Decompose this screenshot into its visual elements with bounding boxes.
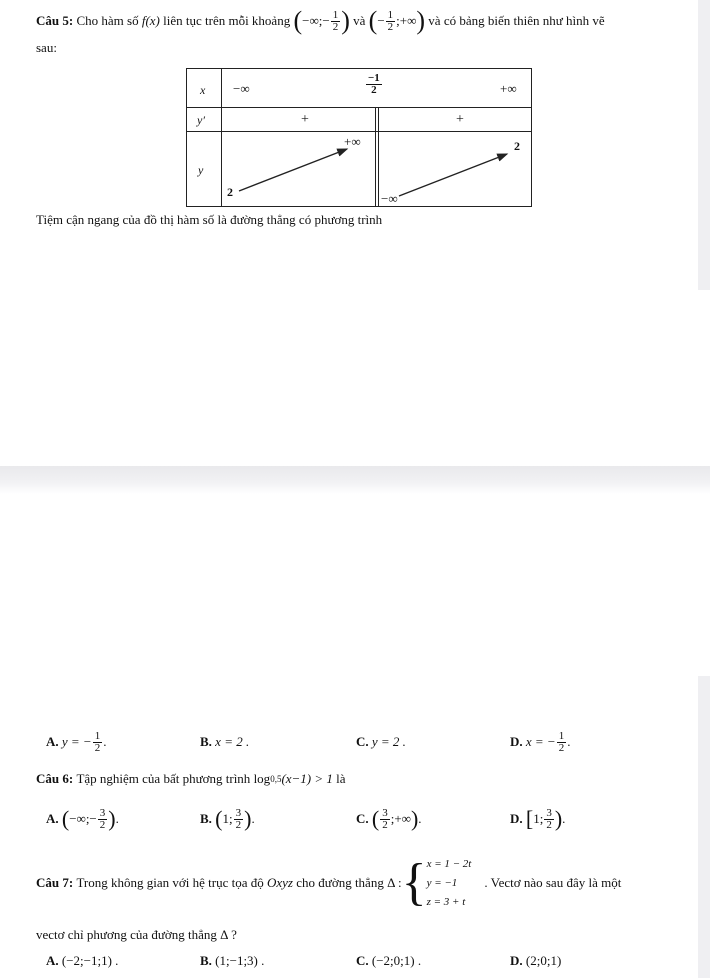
table-y-label: y: [198, 163, 204, 177]
option-post: .: [567, 734, 571, 749]
q6-log: log: [253, 771, 271, 786]
frac-num: 3: [235, 806, 242, 819]
page-break: [0, 466, 710, 494]
option-letter: A.: [46, 734, 59, 749]
q7-brace: {: [401, 854, 427, 911]
paren-close: ): [554, 806, 563, 831]
frac-num: 3: [382, 806, 388, 819]
paren-close: ): [341, 6, 350, 35]
page-scroll-strip-bottom: [698, 676, 710, 978]
option-letter: B.: [200, 811, 212, 826]
option-frac: [234, 808, 244, 831]
q7-text2: cho đường thẳng: [296, 875, 384, 890]
option-letter: B.: [200, 734, 212, 749]
option-letter: D.: [510, 811, 523, 826]
option-letter: B.: [200, 953, 212, 968]
option-text: (2;0;1): [525, 953, 562, 968]
paren-close: ): [416, 6, 426, 35]
table-arrows: [187, 69, 531, 206]
table-yp-left-sign: +: [301, 112, 309, 127]
frac-den: 2: [387, 20, 394, 33]
paren-close: ): [244, 806, 252, 831]
table-yp-right-sign: +: [456, 112, 464, 127]
option-frac: [93, 731, 103, 754]
q5-option-a[interactable]: [46, 728, 106, 756]
paren-open: (: [215, 806, 223, 831]
frac-num: 1: [94, 729, 101, 742]
q6-line: [36, 767, 346, 791]
q7-option-b[interactable]: [200, 950, 264, 972]
frac-num: 3: [99, 806, 106, 819]
paren-open: (: [371, 806, 380, 831]
table-y-left-start: 2: [227, 185, 233, 199]
table-x-label: x: [200, 83, 206, 97]
paren-open: (: [293, 6, 303, 35]
q5-question: Tiệm cận ngang của đồ thị hàm số là đường thẳng có phương trình: [36, 212, 383, 227]
q5-line1: [36, 2, 605, 40]
q5-option-d[interactable]: [510, 728, 570, 756]
frac-den: 2: [546, 818, 552, 831]
q7-oxyz: Oxyz: [267, 875, 293, 890]
paren-open: (: [61, 806, 70, 831]
table-y-right-start: −∞: [381, 191, 398, 206]
option-frac: [557, 731, 567, 754]
option-inner: 1;: [533, 811, 544, 826]
option-pre: x = −: [525, 734, 556, 749]
option-letter: D.: [510, 734, 523, 749]
frac-den: 2: [235, 818, 242, 831]
option-post: .: [418, 811, 422, 826]
option-text: x = 2 .: [215, 734, 250, 749]
frac-num: 3: [546, 806, 552, 819]
q7-option-c[interactable]: [356, 950, 421, 972]
frac-num: −1: [368, 72, 380, 84]
q7-eq-y: y = −1: [426, 876, 458, 889]
q5-int1: −∞;−: [302, 13, 330, 28]
q7-text1: Trong không gian với hệ trục tọa độ: [76, 875, 264, 890]
option-post: .: [562, 811, 566, 826]
paren-open: [: [525, 806, 534, 831]
q7-option-a[interactable]: [46, 950, 118, 972]
frac-den: 2: [558, 741, 565, 754]
q7-option-d[interactable]: [510, 950, 561, 972]
frac-den: 2: [371, 84, 377, 96]
option-pre: y = −: [61, 734, 92, 749]
q7-eq-z: z = 3 + t: [426, 895, 466, 908]
option-letter: D.: [510, 953, 523, 968]
table-x-pos-inf: +∞: [500, 81, 517, 96]
frac-num: 1: [387, 8, 394, 21]
variation-table: [186, 68, 532, 207]
q5-label: Câu 5:: [36, 13, 74, 28]
q7-text3: . Vectơ nào sau đây là một: [484, 875, 622, 890]
q5-text1: Cho hàm số: [76, 13, 139, 28]
option-post: .: [103, 734, 107, 749]
q6-label: Câu 6:: [36, 771, 74, 786]
page-scroll-strip-top: [698, 0, 710, 290]
q7-text4: vectơ chỉ phương của đường thẳng Δ ?: [36, 927, 237, 942]
q5-int2-right: ;+∞: [396, 13, 417, 28]
q6-option-a[interactable]: [46, 804, 119, 834]
option-inner: 1;: [222, 811, 233, 826]
option-inner: ;+∞: [390, 811, 411, 826]
q5-int2-frac: [386, 10, 396, 33]
option-post: .: [115, 811, 119, 826]
option-letter: C.: [356, 953, 369, 968]
arrow-increase-left: [239, 149, 347, 191]
frac-den: 2: [332, 20, 339, 33]
q5-int1-frac: [331, 10, 341, 33]
q5-func: f(x): [141, 13, 160, 28]
paren-close: ): [410, 806, 419, 831]
q5-option-b[interactable]: [200, 728, 249, 756]
option-letter: A.: [46, 953, 59, 968]
frac-den: 2: [382, 818, 388, 831]
paren-open: (: [368, 6, 378, 35]
option-letter: A.: [46, 811, 59, 826]
option-frac: [98, 808, 108, 831]
option-letter: C.: [356, 734, 369, 749]
q6-option-b[interactable]: [200, 804, 255, 834]
option-post: .: [251, 811, 255, 826]
table-y-left-end: +∞: [344, 134, 361, 149]
frac-den: 2: [94, 741, 101, 754]
table-x-neg-inf: −∞: [233, 81, 250, 96]
table-y-right-end: 2: [514, 139, 520, 153]
q7-line1: [36, 852, 621, 914]
q5-text2: liên tục trên mỗi khoảng: [163, 13, 291, 28]
paren-close: ): [108, 806, 116, 831]
q6-text1: Tập nghiệm của bất phương trình: [76, 771, 251, 786]
option-letter: C.: [356, 811, 369, 826]
q5-text4: sau:: [36, 40, 57, 55]
option-inner: −∞;−: [69, 811, 97, 826]
q6-option-c[interactable]: [356, 804, 422, 834]
q6-option-d[interactable]: [510, 804, 565, 834]
q5-va: và: [353, 13, 366, 28]
q7-system: [427, 855, 472, 912]
option-frac: [380, 808, 390, 831]
q6-arg: (x−1) > 1: [281, 771, 333, 786]
q5-text3: và có bảng biến thiên như hình vẽ: [428, 13, 605, 28]
q7-label: Câu 7:: [36, 875, 74, 890]
option-text: (1;−1;3) .: [215, 953, 265, 968]
table-yp-label: y′: [197, 113, 205, 127]
q7-eq-x: x = 1 − 2t: [426, 857, 472, 870]
q6-text2: là: [336, 771, 346, 786]
option-text: (−2;−1;1) .: [61, 953, 119, 968]
frac-den: 2: [99, 818, 106, 831]
q5-option-c[interactable]: [356, 728, 406, 756]
frac-num: 1: [332, 8, 339, 21]
q7-delta: Δ :: [387, 875, 402, 890]
arrow-increase-right: [399, 154, 507, 196]
q5-int2-minus: −: [377, 13, 385, 28]
frac-num: 1: [558, 729, 565, 742]
option-text: y = 2 .: [371, 734, 406, 749]
option-text: (−2;0;1) .: [371, 953, 422, 968]
option-frac: [544, 808, 554, 831]
q6-log-base: 0,5: [270, 774, 282, 784]
